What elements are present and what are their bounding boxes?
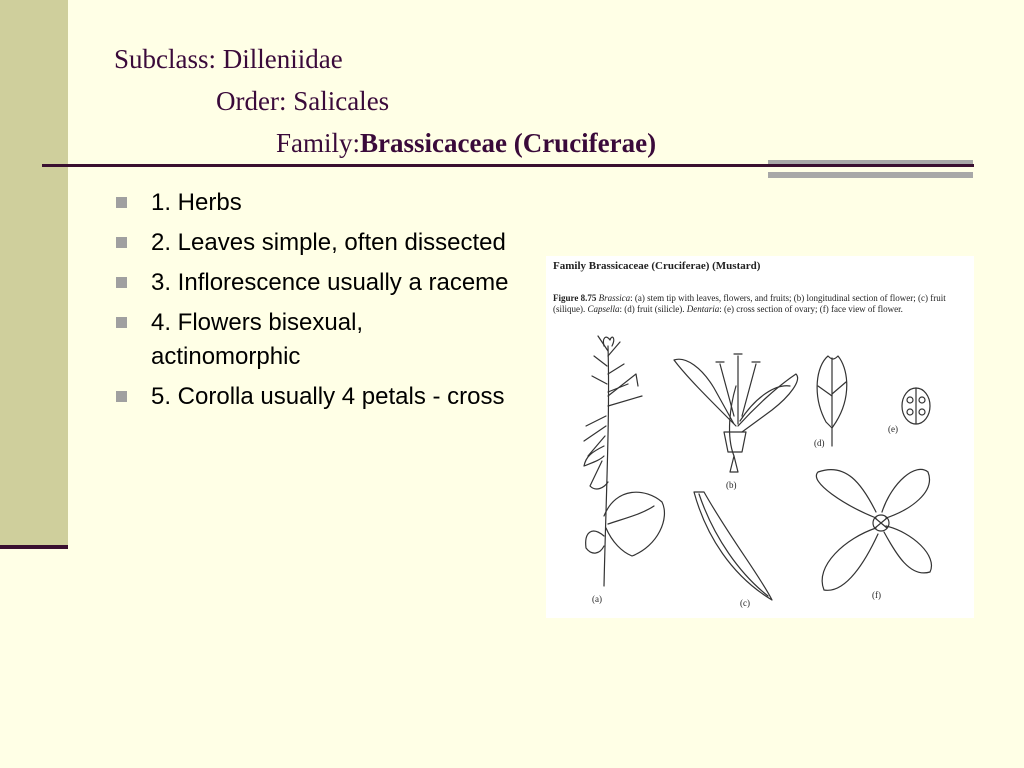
bullet-text: 1. Herbs	[151, 189, 242, 216]
bullet-text: 5. Corolla usually 4 petals - cross	[151, 383, 505, 410]
panel-label-c: (c)	[740, 598, 750, 608]
title-family	[276, 122, 656, 164]
bullet-text: 2. Leaves simple, often dissected	[151, 229, 506, 256]
panel-label-b: (b)	[726, 480, 737, 490]
title-family-name: Brassicaceae (Cruciferae)	[360, 128, 657, 158]
title-subclass: Subclass: Dilleniidae	[114, 44, 343, 74]
bullet-square-icon	[116, 237, 127, 248]
caption-genus-dentaria: Dentaria	[686, 304, 720, 314]
panel-label-f: (f)	[872, 590, 881, 600]
panel-label-e: (e)	[888, 424, 898, 434]
bullet-item	[114, 380, 514, 414]
bullet-item	[114, 306, 514, 374]
side-rule	[0, 545, 68, 549]
bullet-item	[114, 226, 514, 260]
caption-text-3: : (e) cross section of ovary; (f) face view of flower.	[719, 304, 903, 314]
accent-bar-top	[768, 160, 973, 164]
bullet-list	[114, 186, 514, 420]
bullet-text: 3. Inflorescence usually a raceme	[151, 269, 509, 296]
silicle-drawing	[817, 356, 847, 446]
title-order: Order: Salicales	[216, 86, 390, 116]
side-band	[0, 0, 68, 548]
bullet-square-icon	[116, 391, 127, 402]
caption-label: Figure 8.75	[553, 293, 597, 303]
bullet-square-icon	[116, 277, 127, 288]
figure-heading: Family Brassicaceae (Cruciferae) (Mustard)	[553, 260, 761, 272]
botanical-figure	[546, 256, 974, 618]
title-divider	[42, 164, 974, 167]
bullet-item	[114, 266, 514, 300]
caption-genus-brassica: Brassica	[598, 293, 631, 303]
panel-label-a: (a)	[592, 594, 602, 604]
flower-face-drawing	[816, 469, 931, 590]
flower-section-drawing	[674, 354, 798, 472]
caption-text-1: : (a) stem tip with leaves, flowers, and fruits; (b) longitudinal section of flower; (c) fruit (silique).	[553, 293, 946, 314]
slide-title	[114, 38, 656, 164]
panel-label-d: (d)	[814, 438, 825, 448]
title-family-prefix: Family:	[276, 128, 361, 158]
bullet-square-icon	[116, 197, 127, 208]
accent-bar-bottom	[768, 172, 973, 178]
bullet-text: 4. Flowers bisexual, actinomorphic	[151, 309, 364, 370]
bullet-square-icon	[116, 317, 127, 328]
silique-drawing	[694, 492, 772, 600]
stem-tip-drawing	[584, 336, 664, 586]
figure-caption	[553, 293, 967, 315]
caption-genus-capsella: Capsella	[587, 304, 620, 314]
caption-text-2: : (d) fruit (silicle).	[619, 304, 687, 314]
bullet-item	[114, 186, 514, 220]
ovary-section-drawing	[902, 388, 930, 424]
